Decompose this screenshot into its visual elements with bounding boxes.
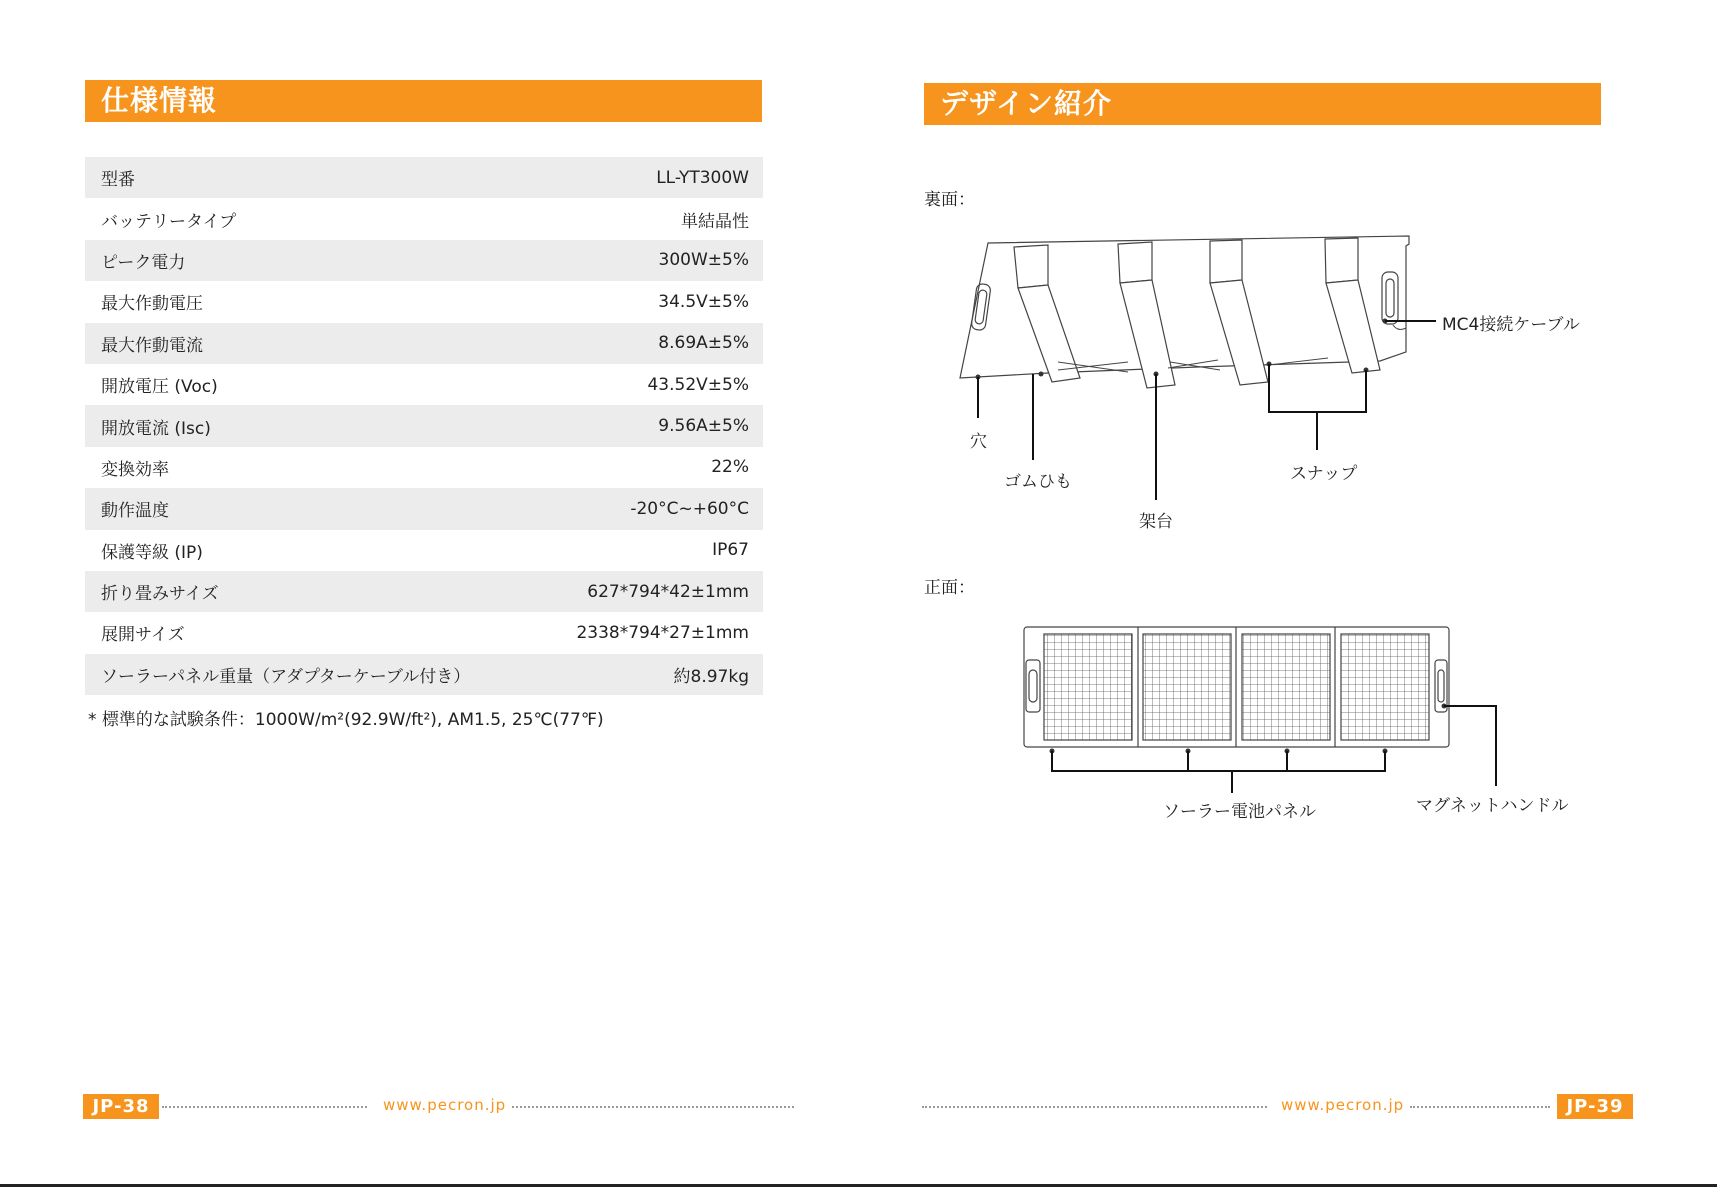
snap-callout: スナップ: [1290, 464, 1358, 484]
spec-label: ソーラーパネル重量（アダプターケーブル付き）: [101, 666, 471, 687]
footer-dots: [512, 1106, 794, 1108]
spec-row: [85, 612, 763, 653]
rubber-band-callout: ゴムひも: [1004, 472, 1072, 492]
spec-value: 約8.97kg: [673, 666, 749, 687]
spec-value: IP67: [712, 540, 749, 561]
spec-row: [85, 323, 763, 364]
right-handle-icon: [1382, 272, 1398, 324]
spec-label: バッテリータイプ: [101, 211, 237, 232]
spec-value: 9.56A±5%: [658, 416, 749, 437]
stand-callout: 架台: [1139, 512, 1173, 532]
footer-url: www.pecron.jp: [1281, 1096, 1405, 1114]
spec-row: [85, 198, 763, 239]
back-side-diagram: [858, 0, 1717, 560]
hole-callout: 穴: [970, 432, 987, 452]
spec-label: 開放電圧 (Voc): [101, 377, 218, 398]
solar-cell-3: [1242, 634, 1330, 740]
spec-label: 最大作動電流: [101, 335, 203, 356]
spec-label: 保護等級 (IP): [101, 542, 203, 563]
spec-row: [85, 240, 763, 281]
panel-bracket: [1052, 751, 1385, 771]
footer-dots: [1410, 1106, 1550, 1108]
spec-row: [85, 530, 763, 571]
spec-value: 34.5V±5%: [658, 291, 749, 312]
spec-value: 43.52V±5%: [647, 374, 749, 395]
solar-panel-callout: ソーラー電池パネル: [1163, 802, 1316, 822]
page-number: JP-39: [1557, 1094, 1633, 1119]
back-side-label: 裏面：: [924, 190, 975, 210]
footer-url: www.pecron.jp: [383, 1096, 507, 1114]
spec-label: 開放電流 (Isc): [101, 418, 211, 439]
right-page: [858, 0, 1717, 1187]
spec-label: 最大作動電圧: [101, 294, 203, 315]
solar-cell-4: [1341, 634, 1429, 740]
test-conditions-footnote: * 標準的な試験条件：1000W/m²(92.9W/ft²), AM1.5, 25℃(77℉): [88, 710, 604, 730]
stand-3: [1210, 240, 1242, 283]
footer-dots: [162, 1106, 367, 1108]
spec-row: [85, 488, 763, 529]
spec-label: 折り畳みサイズ: [101, 584, 219, 605]
mc4-cable-callout: MC4接続ケーブル: [1442, 315, 1580, 335]
spec-section-title: 仕様情報: [85, 80, 762, 122]
spec-row: [85, 654, 763, 695]
spec-value: 単結晶性: [681, 211, 749, 232]
spec-row: [85, 281, 763, 322]
spec-label: 型番: [101, 170, 135, 191]
stand-1: [1014, 245, 1048, 288]
spec-row: [85, 364, 763, 405]
spec-row: [85, 447, 763, 488]
spec-row: [85, 571, 763, 612]
design-section-title: デザイン紹介: [924, 83, 1601, 125]
spec-table: [85, 157, 763, 695]
footer-dots: [922, 1106, 1267, 1108]
front-side-diagram: [858, 600, 1717, 830]
front-side-label: 正面：: [924, 578, 975, 598]
stand-4: [1325, 238, 1358, 283]
spec-value: 300W±5%: [658, 250, 749, 271]
spec-value: 22%: [711, 457, 749, 478]
spec-row: [85, 405, 763, 446]
spec-value: LL-YT300W: [656, 167, 749, 188]
handle-leader: [1444, 706, 1496, 786]
stand-2: [1118, 242, 1152, 283]
spec-value: 8.69A±5%: [658, 333, 749, 354]
spec-row: [85, 157, 763, 198]
front-left-handle-icon: [1026, 660, 1040, 712]
magnet-handle-callout: マグネットハンドル: [1416, 796, 1569, 816]
spec-value: 627*794*42±1mm: [587, 581, 749, 602]
spec-value: 2338*794*27±1mm: [576, 622, 749, 643]
left-page: [0, 0, 858, 1187]
solar-cell-1: [1044, 634, 1132, 740]
spec-value: -20°C~+60°C: [630, 498, 749, 519]
spec-label: 展開サイズ: [101, 625, 185, 646]
spec-label: 動作温度: [101, 501, 169, 522]
spec-label: ピーク電力: [101, 252, 186, 273]
page-number: JP-38: [83, 1094, 159, 1119]
solar-cell-2: [1143, 634, 1231, 740]
spec-label: 変換効率: [101, 459, 169, 480]
